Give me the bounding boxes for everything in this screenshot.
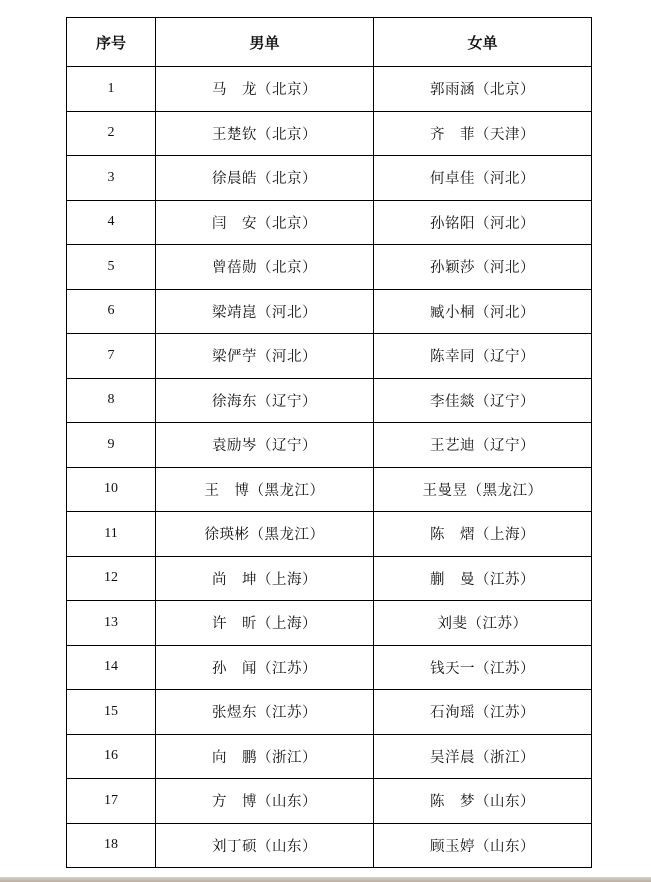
- serial-number-cell: 4: [67, 200, 156, 245]
- mens-singles-cell: 徐瑛彬（黑龙江）: [156, 512, 374, 557]
- page-bottom-edge: [0, 877, 651, 882]
- table-row: [67, 734, 592, 779]
- mens-singles-cell: 王 博（黑龙江）: [156, 467, 374, 512]
- mens-singles-cell: 梁靖崑（河北）: [156, 289, 374, 334]
- serial-number-cell: 8: [67, 378, 156, 423]
- header-mens-singles: 男单: [156, 18, 374, 67]
- serial-number-cell: 14: [67, 645, 156, 690]
- table-row: [67, 512, 592, 557]
- mens-singles-cell: 许 昕（上海）: [156, 601, 374, 646]
- table-row: [67, 111, 592, 156]
- womens-singles-cell: 顾玉婷（山东）: [374, 823, 592, 868]
- womens-singles-cell: 臧小桐（河北）: [374, 289, 592, 334]
- header-row: [67, 18, 592, 67]
- table-row: [67, 423, 592, 468]
- mens-singles-cell: 徐海东（辽宁）: [156, 378, 374, 423]
- serial-number-cell: 12: [67, 556, 156, 601]
- mens-singles-cell: 马 龙（北京）: [156, 67, 374, 112]
- womens-singles-cell: 王曼昱（黑龙江）: [374, 467, 592, 512]
- table-row: [67, 645, 592, 690]
- serial-number-cell: 13: [67, 601, 156, 646]
- womens-singles-cell: 石洵瑶（江苏）: [374, 690, 592, 735]
- table-row: [67, 334, 592, 379]
- table-row: [67, 200, 592, 245]
- mens-singles-cell: 闫 安（北京）: [156, 200, 374, 245]
- mens-singles-cell: 徐晨皓（北京）: [156, 156, 374, 201]
- womens-singles-cell: 钱天一（江苏）: [374, 645, 592, 690]
- womens-singles-cell: 孙颖莎（河北）: [374, 245, 592, 290]
- serial-number-cell: 9: [67, 423, 156, 468]
- table-row: [67, 601, 592, 646]
- mens-singles-cell: 尚 坤（上海）: [156, 556, 374, 601]
- serial-number-cell: 7: [67, 334, 156, 379]
- mens-singles-cell: 刘丁硕（山东）: [156, 823, 374, 868]
- serial-number-cell: 6: [67, 289, 156, 334]
- serial-number-cell: 16: [67, 734, 156, 779]
- serial-number-cell: 5: [67, 245, 156, 290]
- table-body: [67, 67, 592, 868]
- mens-singles-cell: 张煜东（江苏）: [156, 690, 374, 735]
- serial-number-cell: 17: [67, 779, 156, 824]
- table-row: [67, 156, 592, 201]
- mens-singles-cell: 曾蓓勋（北京）: [156, 245, 374, 290]
- mens-singles-cell: 王楚钦（北京）: [156, 111, 374, 156]
- serial-number-cell: 11: [67, 512, 156, 557]
- womens-singles-cell: 李佳燚（辽宁）: [374, 378, 592, 423]
- roster-table: [66, 17, 592, 868]
- serial-number-cell: 3: [67, 156, 156, 201]
- table-row: [67, 378, 592, 423]
- womens-singles-cell: 孙铭阳（河北）: [374, 200, 592, 245]
- table-row: [67, 67, 592, 112]
- womens-singles-cell: 刘斐（江苏）: [374, 601, 592, 646]
- mens-singles-cell: 袁励岑（辽宁）: [156, 423, 374, 468]
- table-row: [67, 556, 592, 601]
- serial-number-cell: 10: [67, 467, 156, 512]
- womens-singles-cell: 郭雨涵（北京）: [374, 67, 592, 112]
- mens-singles-cell: 梁俨苧（河北）: [156, 334, 374, 379]
- header-womens-singles: 女单: [374, 18, 592, 67]
- womens-singles-cell: 蒯 曼（江苏）: [374, 556, 592, 601]
- mens-singles-cell: 向 鹏（浙江）: [156, 734, 374, 779]
- table-row: [67, 690, 592, 735]
- table-header: [67, 18, 592, 67]
- serial-number-cell: 2: [67, 111, 156, 156]
- womens-singles-cell: 王艺迪（辽宁）: [374, 423, 592, 468]
- womens-singles-cell: 陈幸同（辽宁）: [374, 334, 592, 379]
- womens-singles-cell: 陈 熠（上海）: [374, 512, 592, 557]
- womens-singles-cell: 陈 梦（山东）: [374, 779, 592, 824]
- table-row: [67, 245, 592, 290]
- mens-singles-cell: 孙 闻（江苏）: [156, 645, 374, 690]
- table-row: [67, 823, 592, 868]
- serial-number-cell: 1: [67, 67, 156, 112]
- header-serial-number: 序号: [67, 18, 156, 67]
- table-row: [67, 779, 592, 824]
- womens-singles-cell: 齐 菲（天津）: [374, 111, 592, 156]
- table-row: [67, 289, 592, 334]
- table-row: [67, 467, 592, 512]
- mens-singles-cell: 方 博（山东）: [156, 779, 374, 824]
- serial-number-cell: 15: [67, 690, 156, 735]
- womens-singles-cell: 何卓佳（河北）: [374, 156, 592, 201]
- serial-number-cell: 18: [67, 823, 156, 868]
- womens-singles-cell: 吴洋晨（浙江）: [374, 734, 592, 779]
